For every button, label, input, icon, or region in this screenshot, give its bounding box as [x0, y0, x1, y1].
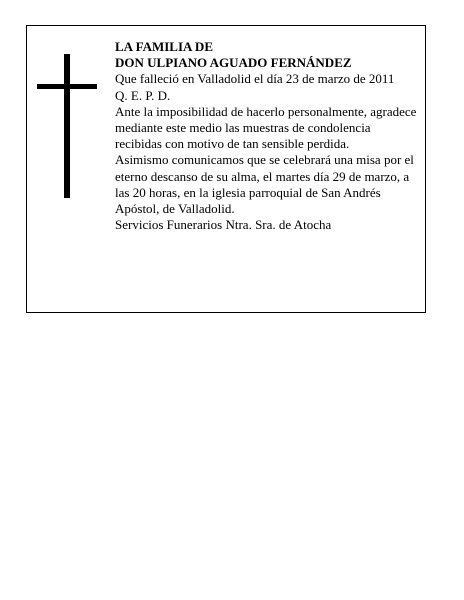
- mass-paragraph: Asimismo comunicamos que se celebrará una misa por el eterno descanso de su alma, el martes día 29 de marzo, a las 20 horas, en la iglesia parroquial de San Andrés Apóstol, de Valladolid.: [115, 152, 414, 217]
- qepd: Q. E. P. D.: [115, 87, 171, 103]
- cross-horizontal-bar: [37, 84, 97, 89]
- cross-icon: [37, 54, 97, 198]
- funeral-home: Servicios Funerarios Ntra. Sra. de Atocha: [115, 217, 332, 233]
- notice-text: [115, 39, 420, 233]
- thanks-paragraph: Ante la imposibilidad de hacerlo personalmente, agradece mediante este medio las muestras de condolencia recibidas con motivo de tan sensible perdida.: [115, 103, 417, 152]
- cross-vertical-bar: [64, 54, 70, 198]
- heading-deceased-name: DON ULPIANO AGUADO FERNÁNDEZ: [115, 55, 352, 71]
- heading-family: LA FAMILIA DE: [115, 39, 213, 54]
- death-announcement: Que falleció en Valladolid el día 23 de marzo de 2011: [115, 71, 395, 87]
- obituary-notice: [26, 25, 426, 313]
